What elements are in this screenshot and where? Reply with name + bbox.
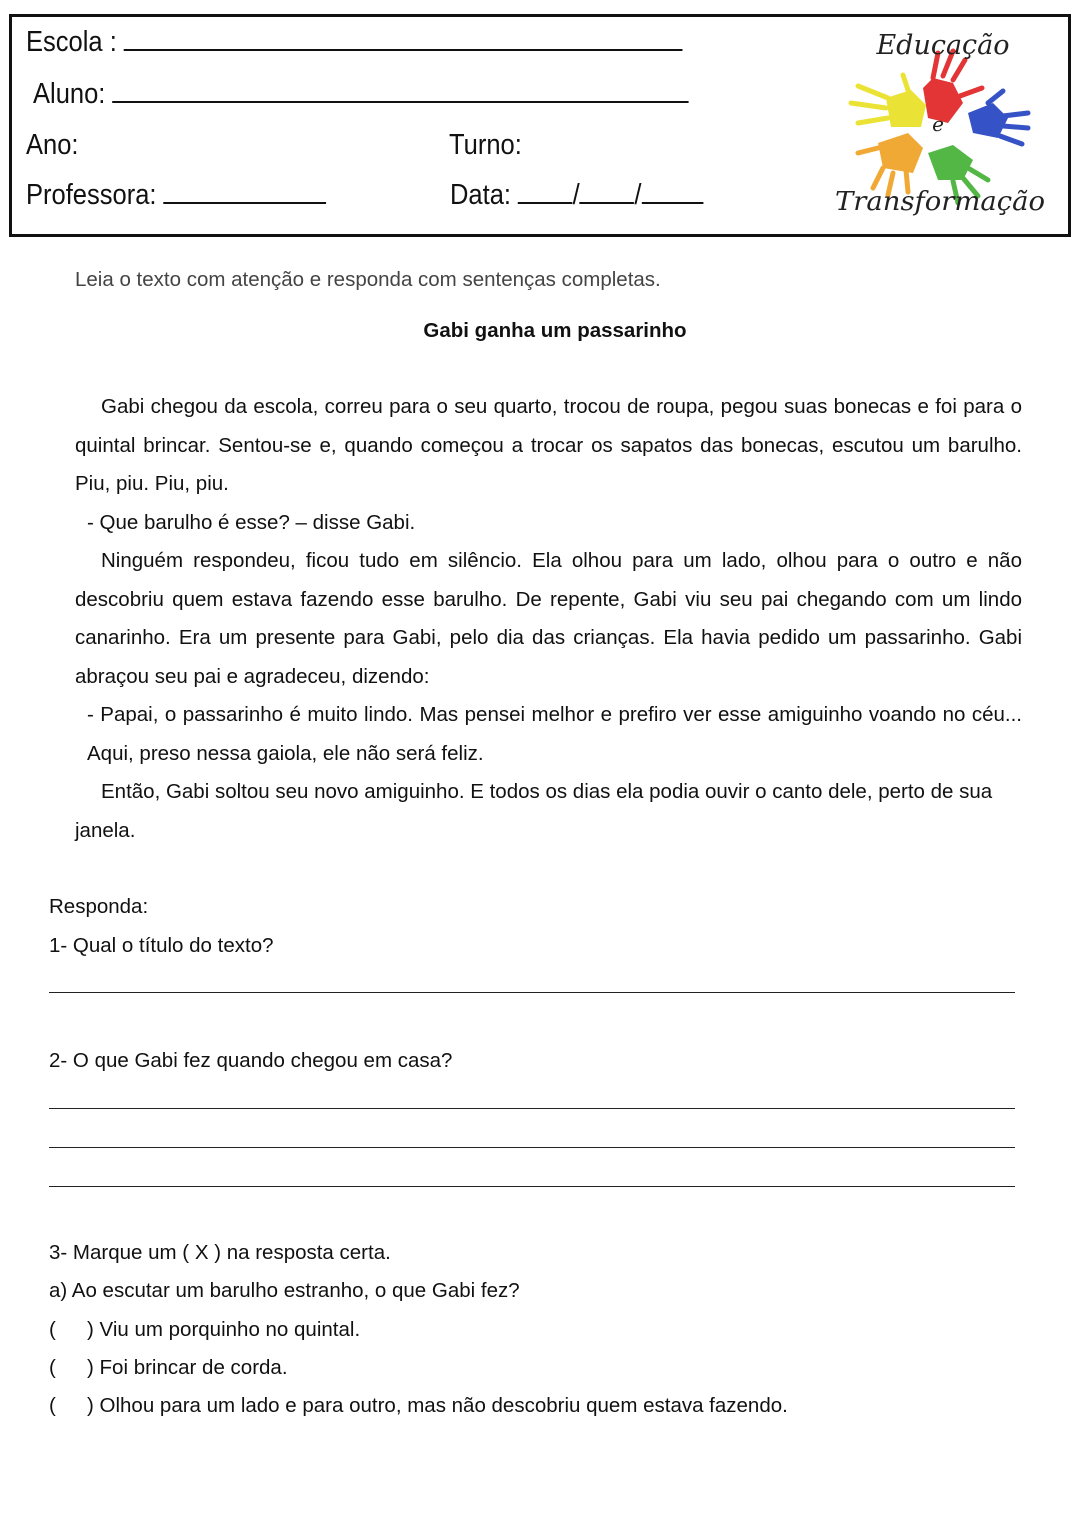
professora-field	[26, 179, 326, 212]
year-blank[interactable]	[641, 180, 703, 204]
date-separator: /	[572, 179, 580, 211]
story-paragraph: Ninguém respondeu, ficou tudo em silêncio. Ela olhou para um lado, olhou para o outro e não descobriu quem estava fazendo esse barulho. De repente, Gabi viu seu pai chegando com um lindo canarinho. Era um presente para Gabi, pelo dia das crianças. Ela havia pedido um passarinho. Gabi abraçou seu pai e agradeceu, dizendo:	[75, 549, 1022, 688]
answer-line[interactable]	[49, 992, 1015, 993]
date-separator: /	[634, 179, 642, 211]
svg-text:e: e	[932, 112, 944, 136]
option-checkbox-2[interactable]	[49, 1356, 288, 1380]
escola-label: Escola :	[26, 26, 117, 58]
answer-line[interactable]	[49, 1147, 1015, 1148]
day-blank[interactable]	[518, 180, 573, 204]
colored-hands-icon	[828, 18, 1058, 228]
turno-label: Turno:	[449, 129, 522, 161]
aluno-label: Aluno:	[33, 78, 106, 110]
professora-blank[interactable]	[164, 180, 327, 204]
aluno-field	[33, 78, 689, 111]
story-paragraph: Gabi chegou da escola, correu para o seu quarto, trocou de roupa, pegou suas bonecas e foi para o quintal brincar. Sentou-se e, quando começou a trocar os sapatos das bonecas, escutou um barulho. Piu, piu. Piu, piu.	[75, 395, 1022, 495]
instruction-text: Leia o texto com atenção e responda com sentenças completas.	[75, 268, 661, 291]
escola-field	[26, 26, 683, 59]
story-paragraph: - Que barulho é esse? – disse Gabi.	[87, 510, 416, 534]
data-label: Data:	[450, 179, 512, 211]
data-field	[450, 179, 703, 212]
option-checkbox-1[interactable]	[49, 1318, 360, 1342]
responda-heading: Responda:	[49, 895, 149, 918]
professora-label: Professora:	[26, 179, 157, 211]
option-text: ) Olhou para um lado e para outro, mas não descobriu quem estava fazendo.	[87, 1394, 788, 1417]
question-1: 1- Qual o título do texto?	[49, 934, 274, 957]
question-3a: a) Ao escutar um barulho estranho, o que Gabi fez?	[49, 1279, 520, 1302]
ano-label: Ano:	[26, 129, 79, 161]
option-paren: (	[49, 1394, 56, 1417]
option-paren: (	[49, 1318, 56, 1341]
logo-educacao-transformacao	[828, 18, 1058, 228]
story-text	[75, 388, 1022, 850]
aluno-blank[interactable]	[112, 79, 688, 103]
escola-blank[interactable]	[124, 27, 683, 51]
question-3: 3- Marque um ( X ) na resposta certa.	[49, 1241, 391, 1264]
option-paren: (	[49, 1356, 56, 1379]
option-checkbox-3[interactable]	[49, 1394, 788, 1418]
story-paragraph: - Papai, o passarinho é muito lindo. Mas pensei melhor e prefiro ver esse amiguinho voando no céu... Aqui, preso nessa gaiola, ele não será feliz.	[87, 703, 1022, 765]
question-2: 2- O que Gabi fez quando chegou em casa?	[49, 1049, 453, 1072]
svg-text:Educação: Educação	[876, 30, 1010, 61]
answer-line[interactable]	[49, 1186, 1015, 1187]
answer-line[interactable]	[49, 1108, 1015, 1109]
story-paragraph: Então, Gabi soltou seu novo amiguinho. E todos os dias ela podia ouvir o canto dele, perto de sua janela.	[75, 780, 993, 842]
option-text: ) Foi brincar de corda.	[87, 1356, 288, 1379]
story-title: Gabi ganha um passarinho	[423, 319, 687, 342]
svg-text:Transformação: Transformação	[835, 187, 1045, 217]
option-text: ) Viu um porquinho no quintal.	[87, 1318, 361, 1341]
month-blank[interactable]	[580, 180, 635, 204]
